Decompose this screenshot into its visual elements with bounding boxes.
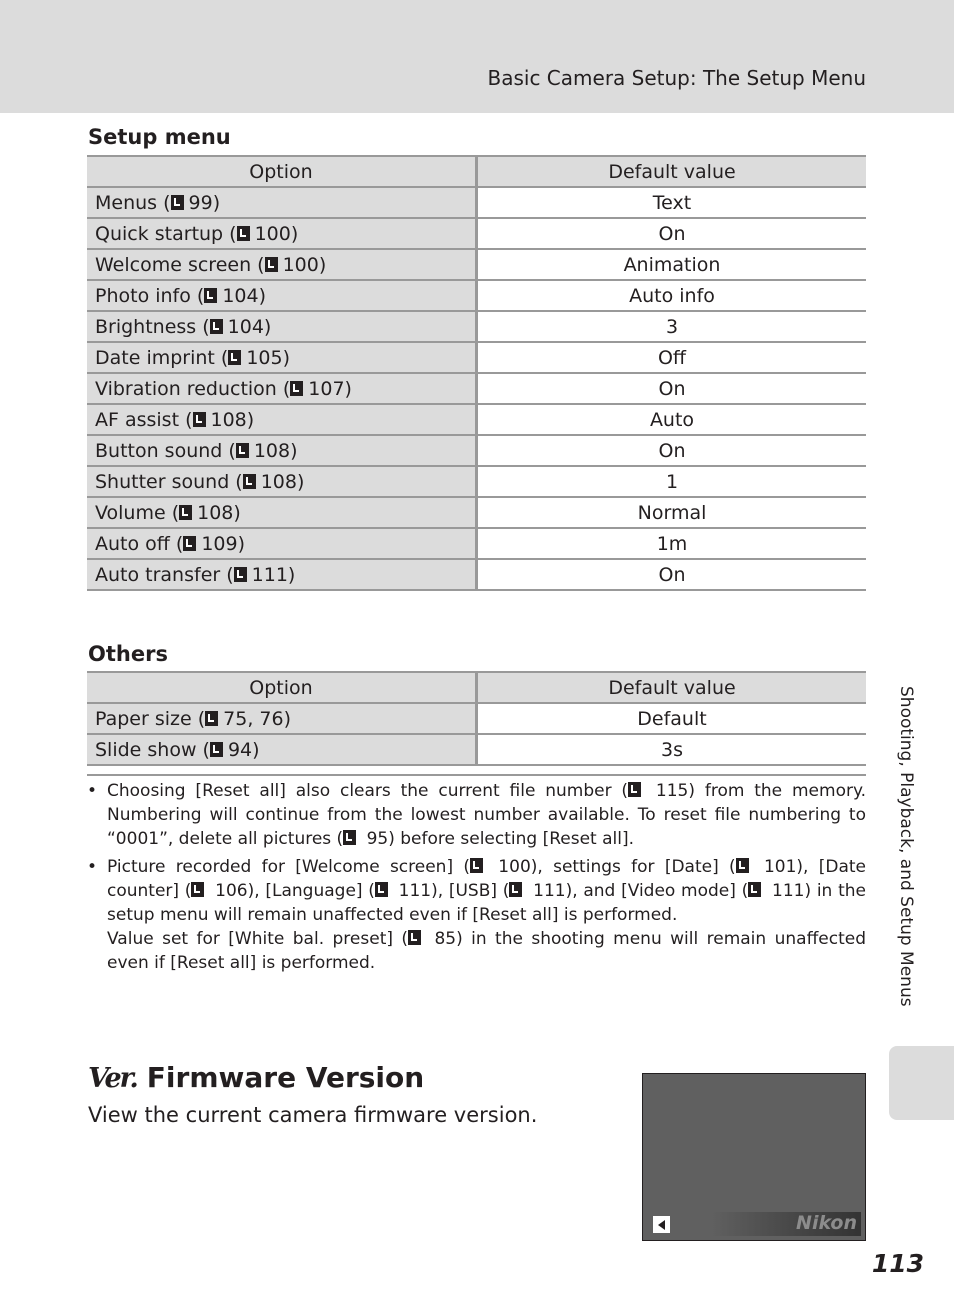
option-cell: Button sound ( 108)	[87, 435, 477, 466]
table-row	[87, 404, 866, 435]
version-icon: Ver.	[88, 1063, 137, 1094]
value-cell: On	[477, 373, 867, 404]
option-cell: Menus ( 99)	[87, 187, 477, 218]
table-row	[87, 734, 866, 765]
value-cell: Off	[477, 342, 867, 373]
page-reference-icon	[343, 830, 356, 845]
page-reference-icon	[509, 882, 522, 897]
table-row	[87, 280, 866, 311]
option-cell: AF assist ( 108)	[87, 404, 477, 435]
value-cell: On	[477, 435, 867, 466]
column-header-default: Default value	[477, 156, 867, 187]
value-cell: Default	[477, 703, 867, 734]
note-item: • Choosing [Reset all] also clears the current file number ( 115) from the memory. Numbering will continue from the lowest number available. To reset file numbering to “0001”, delete all pictures ( 95) before selecting [Reset all].	[87, 781, 866, 849]
value-cell: Auto	[477, 404, 867, 435]
value-cell: 3s	[477, 734, 867, 765]
page-reference-icon	[210, 319, 223, 334]
others-title: Others	[88, 642, 168, 666]
value-cell: Normal	[477, 497, 867, 528]
option-cell: Date imprint ( 105)	[87, 342, 477, 373]
value-cell: 3	[477, 311, 867, 342]
page-reference-icon	[234, 567, 247, 582]
value-cell: Animation	[477, 249, 867, 280]
option-cell: Welcome screen ( 100)	[87, 249, 477, 280]
page-reference-icon	[204, 288, 217, 303]
table-row	[87, 187, 866, 218]
column-header-option: Option	[87, 156, 477, 187]
chapter-side-label: Shooting, Playback, and Setup Menus	[896, 686, 916, 1007]
value-cell: 1	[477, 466, 867, 497]
page-reference-icon	[237, 226, 250, 241]
page-reference-icon	[265, 257, 278, 272]
value-cell: On	[477, 559, 867, 590]
screen-bottom-bar	[647, 1212, 861, 1236]
firmware-description: View the current camera firmware version.	[88, 1103, 538, 1127]
header-band	[0, 0, 954, 113]
table-row	[87, 497, 866, 528]
table-row	[87, 373, 866, 404]
page-reference-icon	[205, 711, 218, 726]
notes	[87, 779, 866, 979]
option-cell: Shutter sound ( 108)	[87, 466, 477, 497]
table-row	[87, 703, 866, 734]
note-item: • Picture recorded for [Welcome screen] ( 100), settings for [Date] ( 101), [Date counter] ( 106), [Language] ( 111), [USB] ( 111), and [Video mode] ( 111) in the setup menu will remain unaffected even if [Reset all] is performed. Value set for [White bal. preset] ( 85) in the shooting menu will remain unaffected even if [Reset all] is performed.	[87, 857, 866, 973]
option-cell: Auto transfer ( 111)	[87, 559, 477, 590]
notes-divider	[87, 774, 866, 776]
page-reference-icon	[236, 443, 249, 458]
page-reference-icon	[290, 381, 303, 396]
table-row	[87, 435, 866, 466]
page-reference-icon	[171, 195, 184, 210]
option-cell: Photo info ( 104)	[87, 280, 477, 311]
option-cell: Slide show ( 94)	[87, 734, 477, 765]
others-table	[87, 671, 866, 766]
setup-menu-title: Setup menu	[88, 125, 231, 149]
option-cell: Volume ( 108)	[87, 497, 477, 528]
column-header-default: Default value	[477, 672, 867, 703]
page-reference-icon	[183, 536, 196, 551]
table-row	[87, 218, 866, 249]
column-header-option: Option	[87, 672, 477, 703]
page-reference-icon	[748, 882, 761, 897]
value-cell: 1m	[477, 528, 867, 559]
page-reference-icon	[408, 930, 421, 945]
value-cell: On	[477, 218, 867, 249]
left-arrow-icon	[653, 1216, 670, 1233]
page-reference-icon	[375, 882, 388, 897]
page-reference-icon	[736, 858, 749, 873]
table-row	[87, 466, 866, 497]
camera-screen-illustration	[642, 1073, 866, 1241]
table-row	[87, 311, 866, 342]
value-cell: Text	[477, 187, 867, 218]
setup-menu-table	[87, 155, 866, 591]
page-reference-icon	[193, 412, 206, 427]
page-reference-icon	[470, 858, 483, 873]
option-cell: Quick startup ( 100)	[87, 218, 477, 249]
firmware-heading	[88, 1061, 424, 1094]
page-reference-icon	[179, 505, 192, 520]
table-row	[87, 249, 866, 280]
firmware-title: Firmware Version	[146, 1061, 425, 1094]
value-cell: Auto info	[477, 280, 867, 311]
table-row	[87, 342, 866, 373]
chapter-tab	[889, 1046, 954, 1120]
table-header-row	[87, 156, 866, 187]
brand-logo: Nikon	[796, 1212, 857, 1234]
table-row	[87, 559, 866, 590]
page-header-title: Basic Camera Setup: The Setup Menu	[487, 66, 866, 90]
page-reference-icon	[628, 782, 641, 797]
page-reference-icon	[228, 350, 241, 365]
option-cell: Vibration reduction ( 107)	[87, 373, 477, 404]
option-cell: Brightness ( 104)	[87, 311, 477, 342]
page-reference-icon	[243, 474, 256, 489]
option-cell: Auto off ( 109)	[87, 528, 477, 559]
page-reference-icon	[191, 882, 204, 897]
page-number: 113	[871, 1249, 924, 1278]
table-row	[87, 528, 866, 559]
table-header-row	[87, 672, 866, 703]
page-reference-icon	[210, 742, 223, 757]
option-cell: Paper size ( 75, 76)	[87, 703, 477, 734]
